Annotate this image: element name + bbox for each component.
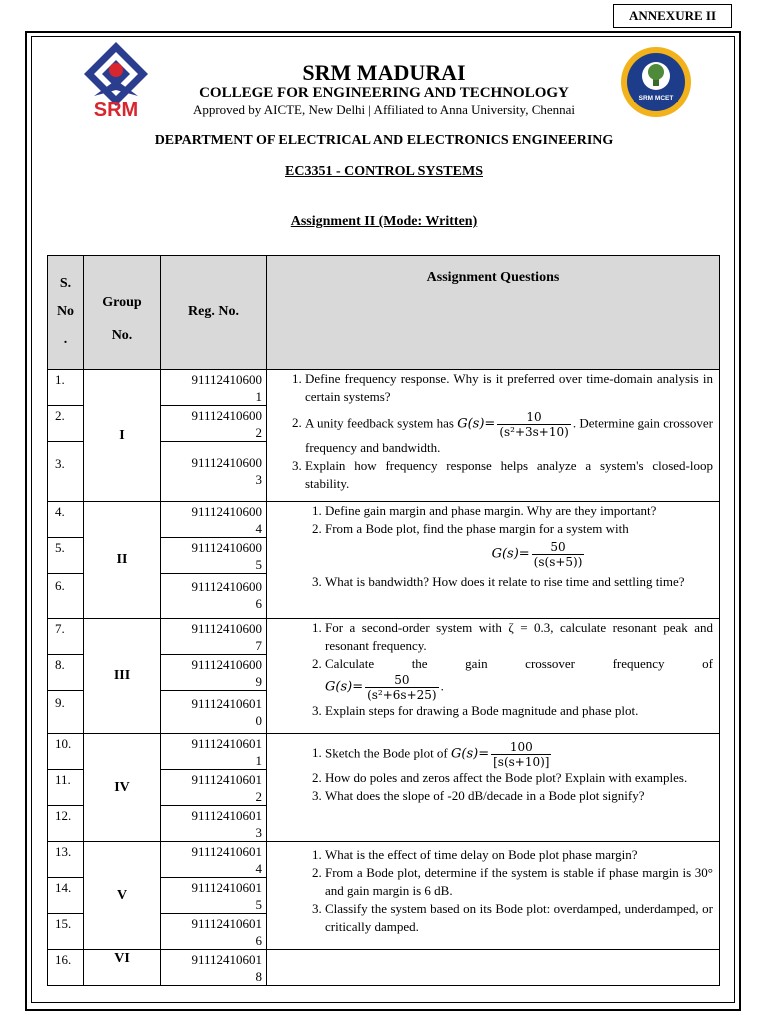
table-row bbox=[48, 734, 720, 770]
sno-cell: 11. bbox=[48, 770, 84, 806]
college-approval: Approved by AICTE, New Delhi | Affiliated to Anna University, Chennai bbox=[192, 102, 576, 117]
table-row bbox=[48, 950, 720, 986]
sno-cell: 2. bbox=[48, 406, 84, 442]
reg-no-cell: 91112410600 3 bbox=[161, 442, 267, 502]
group-cell: II bbox=[84, 502, 161, 619]
sno-cell: 9. bbox=[48, 691, 84, 734]
header-sno bbox=[48, 256, 84, 370]
sno-cell: 8. bbox=[48, 655, 84, 691]
transfer-function: $\frac{100}{[s(s+10)]}$ bbox=[493, 740, 550, 769]
group-cell: III bbox=[84, 619, 161, 734]
header-questions bbox=[267, 256, 720, 370]
question-item: 3. Explain how frequency response helps analyze a system's closed-loop stability. bbox=[305, 457, 713, 493]
sno-cell: 16. bbox=[48, 950, 84, 986]
sno-cell: 7. bbox=[48, 619, 84, 655]
question-item: 2. From a Bode plot, find the phase margin for a system with G(s)= $\frac{50}{(s(s+5))}$ bbox=[325, 520, 713, 569]
table-row bbox=[48, 619, 720, 655]
question-item: 2. Calculate the gain crossover frequency of bbox=[325, 655, 713, 673]
questions-cell-group-6 bbox=[267, 950, 720, 986]
table-row bbox=[48, 502, 720, 538]
reg-no-cell: 91112410600 7 bbox=[161, 619, 267, 655]
reg-no-cell: 91112410601 8 bbox=[161, 950, 267, 986]
college-name: SRM MADURAI bbox=[302, 60, 466, 85]
assignment-title: Assignment II (Mode: Written) bbox=[290, 214, 478, 229]
question-item: 3. What does the slope of -20 dB/decade in a Bode plot signify? bbox=[325, 787, 713, 805]
reg-no-cell: 91112410600 6 bbox=[161, 574, 267, 619]
questions-cell-group-5 bbox=[267, 842, 720, 950]
questions-cell-group-3 bbox=[267, 619, 720, 734]
transfer-function: G(s)= $\frac{50}{(s(s+5))}$ bbox=[491, 540, 583, 569]
group-cell: IV bbox=[84, 734, 161, 842]
header-group-line: No. bbox=[111, 328, 133, 343]
sno-cell: 5. bbox=[48, 538, 84, 574]
sno-cell: 12. bbox=[48, 806, 84, 842]
questions-cell-group-2 bbox=[267, 502, 720, 619]
header-reg-no-label: Reg. No. bbox=[188, 304, 239, 319]
header-sno-line: . bbox=[63, 332, 68, 347]
sno-cell: 1. bbox=[48, 370, 84, 406]
reg-no-cell: 91112410600 5 bbox=[161, 538, 267, 574]
question-item: 2. From a Bode plot, determine if the system is stable if phase margin is 30° and gain margin is 6 dB. bbox=[325, 864, 713, 900]
questions-cell-group-4 bbox=[267, 734, 720, 842]
question-item: 2. A unity feedback system has G(s)= $\frac{10}{\text{(s²+3s+10)}}$ . Determine gain crossover frequency and bandwidth. bbox=[305, 410, 713, 457]
srm-logo bbox=[80, 40, 152, 120]
group-cell: VI bbox=[84, 950, 161, 986]
header-group bbox=[84, 256, 161, 370]
question-list bbox=[273, 846, 713, 936]
question-item: 3. What is bandwidth? How does it relate to rise time and settling time? bbox=[325, 573, 713, 591]
group-cell: V bbox=[84, 842, 161, 950]
header-questions-label: Assignment Questions bbox=[426, 270, 560, 285]
srm-mcet-logo bbox=[620, 46, 692, 118]
header-reg-no bbox=[161, 256, 267, 370]
srm-logo-text: SRM bbox=[93, 99, 139, 120]
sno-cell: 6. bbox=[48, 574, 84, 619]
reg-no-cell: 91112410600 4 bbox=[161, 502, 267, 538]
sno-cell: 4. bbox=[48, 502, 84, 538]
reg-no-cell: 91112410601 4 bbox=[161, 842, 267, 878]
transfer-function: $\frac{10}{\text{(s²+3s+10)}}$ bbox=[499, 410, 569, 439]
question-item: 1. What is the effect of time delay on Bode plot phase margin? bbox=[325, 846, 713, 864]
sno-cell: 14. bbox=[48, 878, 84, 914]
question-item: 1. For a second-order system with ζ = 0.3, calculate resonant peak and resonant frequency. bbox=[325, 619, 713, 655]
question-list bbox=[273, 370, 713, 493]
reg-no-cell: 91112410600 2 bbox=[161, 406, 267, 442]
question-list bbox=[273, 619, 713, 720]
question-item: 1. Define frequency response. Why is it preferred over time-domain analysis in certain systems? bbox=[305, 370, 713, 406]
table-row bbox=[48, 370, 720, 406]
sno-cell: 13. bbox=[48, 842, 84, 878]
group-cell: I bbox=[84, 370, 161, 502]
header-group-line: Group bbox=[102, 295, 142, 310]
reg-no-cell: 91112410600 1 bbox=[161, 370, 267, 406]
table-header-row bbox=[48, 256, 720, 370]
question-item: 2. How do poles and zeros affect the Bode plot? Explain with examples. bbox=[325, 769, 713, 787]
question-item: 1. Define gain margin and phase margin. Why are they important? bbox=[325, 502, 713, 520]
table-row bbox=[48, 842, 720, 878]
reg-no-cell: 91112410601 2 bbox=[161, 770, 267, 806]
transfer-function: $\frac{50}{\text{(s²+6s+25)}}$ bbox=[367, 673, 437, 702]
question-list bbox=[273, 502, 713, 591]
question-item: 3. Explain steps for drawing a Bode magnitude and phase plot. bbox=[325, 702, 713, 720]
reg-no-cell: 91112410601 3 bbox=[161, 806, 267, 842]
course-title: EC3351 - CONTROL SYSTEMS bbox=[285, 164, 483, 179]
reg-no-cell: 91112410601 6 bbox=[161, 914, 267, 950]
question-item: 3. Classify the system based on its Bode plot: overdamped, underdamped, or critically damped. bbox=[325, 900, 713, 936]
sno-cell: 15. bbox=[48, 914, 84, 950]
reg-no-cell: 91112410601 1 bbox=[161, 734, 267, 770]
question-list bbox=[273, 740, 713, 805]
annexure-label: ANNEXURE II bbox=[613, 4, 732, 28]
header-sno-line: No bbox=[56, 304, 75, 319]
sno-cell: 10. bbox=[48, 734, 84, 770]
reg-no-cell: 91112410601 5 bbox=[161, 878, 267, 914]
question-item: 1. Sketch the Bode plot of G(s)= $\frac{100}{[s(s+10)]}$ bbox=[325, 740, 713, 769]
college-subtitle: COLLEGE FOR ENGINEERING AND TECHNOLOGY bbox=[199, 85, 569, 101]
srm-mcet-logo-text: SRM MCET bbox=[638, 95, 674, 102]
sno-cell: 3. bbox=[48, 442, 84, 502]
assignment-table bbox=[47, 255, 720, 986]
questions-cell-group-1 bbox=[267, 370, 720, 502]
question-item-continuation: G(s)= $\frac{50}{\text{(s²+6s+25)}}$ . bbox=[325, 673, 444, 702]
header-sno-line: S. bbox=[59, 276, 72, 291]
department-title: DEPARTMENT OF ELECTRICAL AND ELECTRONICS ENGINEERING bbox=[154, 133, 614, 148]
reg-no-cell: 91112410601 0 bbox=[161, 691, 267, 734]
reg-no-cell: 91112410600 9 bbox=[161, 655, 267, 691]
